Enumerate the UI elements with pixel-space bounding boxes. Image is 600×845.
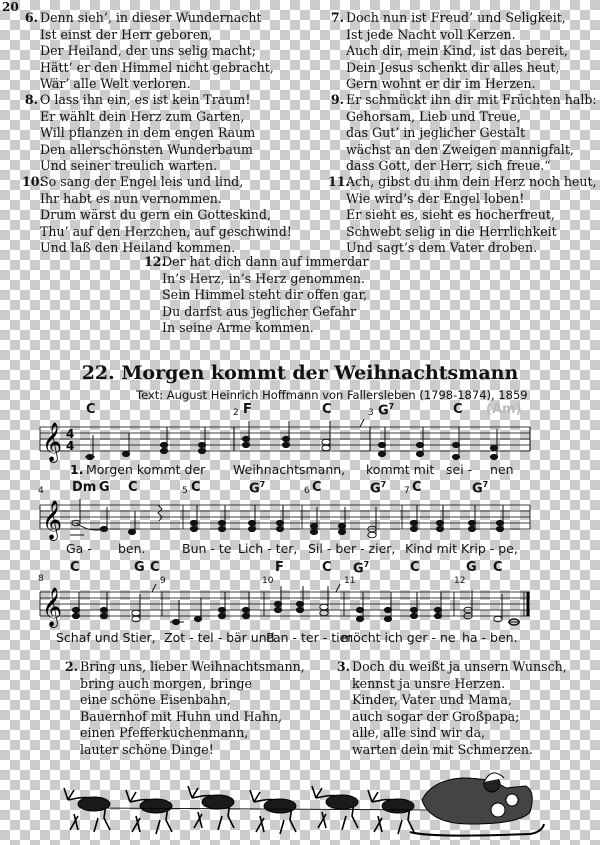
chord: F <box>243 402 252 417</box>
page-number: 20 <box>2 0 19 14</box>
measure-number: 6 <box>304 486 310 496</box>
stanza-line: Bauernhof mit Huhn und Hahn, <box>80 708 283 724</box>
chord-extension: 7 <box>380 480 387 489</box>
lyric: möcht ich ger - ne <box>341 630 456 645</box>
chord-extension: 7 <box>388 402 395 411</box>
stanza-line: Gehorsam, Lieb und Treue, <box>346 108 521 124</box>
stanza-number: 6. <box>24 10 38 25</box>
stanza-line: Und seiner treulich warten. <box>40 158 218 174</box>
chord: C <box>312 480 322 495</box>
measure-number: 4 <box>38 486 44 496</box>
lyric: Schaf und Stier, <box>56 630 156 645</box>
lyric: sei - <box>446 462 473 477</box>
stanza-number: 2. <box>64 659 78 674</box>
stanza-line: Ihr habt es nun vernommen. <box>40 190 222 206</box>
lyric: Bun - te <box>182 541 232 556</box>
chord: C <box>453 402 463 417</box>
lyric: Ga - <box>66 541 92 556</box>
stanza-line: warten dein mit Schmerzen. <box>352 741 534 757</box>
stanza-9 <box>330 92 597 175</box>
stanza-line: So sang der Engel leis und lind, <box>40 174 244 189</box>
staff-system-1 <box>0 415 600 467</box>
measure-number: 10 <box>262 576 274 586</box>
stanza-7 <box>330 10 568 93</box>
measure-number: 5 <box>182 486 188 496</box>
lyric: Morgen kommt der <box>86 462 206 477</box>
stanza-number: 10. <box>22 174 44 189</box>
reindeer-icon <box>368 790 414 834</box>
stanza-line: Doch du weißt ja unsern Wunsch, <box>352 659 567 674</box>
stanza-line: einen Pfefferkuchenmann, <box>80 725 249 741</box>
stanza-number: 7. <box>330 10 344 25</box>
reindeer-icon <box>250 790 296 834</box>
reindeer-sleigh-illustration <box>60 770 550 842</box>
chord <box>353 560 369 576</box>
chord-extension: 7 <box>363 560 370 569</box>
stanza-line: eine schöne Eisenbahn, <box>80 692 231 708</box>
measure-number: 3 <box>368 408 374 418</box>
measure-number: 7 <box>404 486 410 496</box>
stanza-line: Der hat dich dann auf immerdar <box>162 254 369 269</box>
verse-number: 1. <box>70 462 84 477</box>
stanza-line: das Gut’ in jeglicher Gestalt <box>346 125 526 141</box>
svg-text:4: 4 <box>66 439 75 453</box>
stanza-line: Wie wird’s der Engel loben! <box>346 190 525 206</box>
chord: G <box>134 560 145 575</box>
stanza-line: Hätt’ er den Himmel nicht gebracht, <box>40 59 274 75</box>
lyric: ben. <box>118 541 146 556</box>
stanza-10 <box>22 174 292 257</box>
stanza-line: Ist einst der Herr geboren, <box>40 26 213 42</box>
chord-extension: 7 <box>482 480 489 489</box>
stanza-line: lauter schöne Dinge! <box>80 741 214 757</box>
lyric: Lich - ter, <box>238 541 298 556</box>
stanza-2 <box>64 659 305 759</box>
stanza-11 <box>328 174 597 257</box>
stanza-number: 3. <box>336 659 350 674</box>
stanza-line: Er sieht es, sieht es hocherfreut, <box>346 207 555 223</box>
treble-clef-icon: 𝄞 <box>42 500 63 540</box>
measure-number: 9 <box>160 576 166 586</box>
stanza-line: Drum wärst du gern ein Gotteskind, <box>40 207 271 223</box>
stanza-line: Denn sieh’, in dieser Wundernacht <box>40 10 262 25</box>
stanza-line: Schwebt selig in die Herrlichkeit <box>346 223 557 239</box>
chord-root: G <box>378 403 389 419</box>
stanza-number: 11. <box>328 174 350 189</box>
lyric: Zot - tel - bär und <box>164 630 275 645</box>
measure-number: 11 <box>344 576 356 586</box>
staff-system-3 <box>0 580 600 632</box>
chord-root: G <box>370 481 381 497</box>
chord: C <box>191 480 201 495</box>
reindeer-icon <box>126 790 172 834</box>
measure-number: 8 <box>38 574 44 584</box>
chord-root: G <box>353 561 364 577</box>
stanza-line: O lass ihn ein, es ist kein Traum! <box>40 92 251 107</box>
lyric: Sil - ber - zier, <box>308 541 396 556</box>
stanza-line: Kinder, Vater und Mama, <box>352 692 512 708</box>
stanza-3 <box>336 659 567 759</box>
stanza-line: Will pflanzen in dem engen Raum <box>40 125 256 141</box>
lyric: Pan - ter - tier <box>266 630 353 645</box>
chord: C <box>412 480 422 495</box>
lyric: Kind mit Krip - pe, <box>405 541 518 556</box>
stanza-line: Der Heiland, der uns selig macht; <box>40 43 256 59</box>
chord: C <box>322 402 332 417</box>
chord: C <box>410 560 420 575</box>
chord: C <box>493 560 503 575</box>
lyric: nen <box>490 462 514 477</box>
stanza-line: In’s Herz, in’s Herz genommen. <box>162 270 366 286</box>
stanza-line: In seine Arme kommen. <box>162 320 314 336</box>
reindeer-icon <box>188 786 234 830</box>
song-title-text: Morgen kommt der Weihnachtsmann <box>121 362 519 384</box>
chord: C <box>128 480 138 495</box>
stanza-line: Und laß den Heiland kommen. <box>40 240 236 256</box>
stanza-line: Auch dir, mein Kind, ist das bereit, <box>346 43 568 59</box>
stanza-line: Gern wohnt er dir im Herzen. <box>346 76 536 92</box>
stanza-number: 9. <box>330 92 344 107</box>
chord: F <box>275 560 284 575</box>
stanza-line: Du darfst aus jeglicher Gefahr <box>162 303 357 319</box>
chord: G <box>99 480 110 495</box>
text-credit: Text: August Heinrich Hoffmann von Fallersleben (1798-1874), 1859 <box>136 388 528 402</box>
stanza-number: 8. <box>24 92 38 107</box>
chord: C <box>70 560 80 575</box>
chord: G <box>466 560 477 575</box>
reindeer-icon <box>312 786 358 830</box>
chord: Dm <box>72 480 97 495</box>
chord: C <box>86 402 96 417</box>
lyric: Weihnachtsmann, <box>233 462 346 477</box>
stanza-line: dass Gott, der Herr, sich freue.“ <box>346 158 551 174</box>
stanza-line: Ach, gibst du ihm dein Herz noch heut, <box>346 174 597 189</box>
measure-number: 12 <box>454 576 466 586</box>
stanza-number: 12. <box>144 254 166 269</box>
stanza-line: bring auch morgen, bringe <box>80 675 252 691</box>
lyric: kommt mit <box>366 462 435 477</box>
stanza-line: wächst an den Zweigen mannigfalt, <box>346 141 574 157</box>
stanza-line: kennst ja unsre Herzen. <box>352 675 506 691</box>
staff-system-2 <box>0 493 600 545</box>
sleigh-icon <box>410 773 544 836</box>
stanza-line: Thu’ auf den Herzchen, auf geschwind! <box>40 223 292 239</box>
chord: C <box>150 560 160 575</box>
stanza-12 <box>144 254 369 337</box>
stanza-line: Sein Himmel steht dir offen gar, <box>162 287 368 303</box>
stanza-6 <box>24 10 274 93</box>
stanza-line: Er schmückt ihn dir mit Früchten halb: <box>346 92 597 107</box>
reindeer-icon <box>64 788 110 832</box>
stanza-8 <box>24 92 256 175</box>
stanza-line: Ist jede Nacht voll Kerzen. <box>346 26 516 42</box>
stanza-line: auch sogar der Großpapa; <box>352 708 520 724</box>
chord-root: G <box>472 481 483 497</box>
chord: C <box>322 560 332 575</box>
song-title <box>0 362 600 384</box>
chord-root: G <box>249 481 260 497</box>
stanza-line: Und sagt’s dem Vater droben. <box>346 240 538 256</box>
treble-clef-icon: 𝄞 <box>42 422 63 462</box>
treble-clef-icon: 𝄞 <box>42 587 63 627</box>
stanza-line: Doch nun ist Freud’ und Seligkeit, <box>346 10 566 25</box>
lyric: ha - ben. <box>462 630 518 645</box>
svg-text:4: 4 <box>66 427 75 441</box>
stanza-line: Den allerschönsten Wunderbaum <box>40 141 253 157</box>
chord-extension: 7 <box>259 480 266 489</box>
stanza-line: Bring uns, lieber Weihnachtsmann, <box>80 659 305 674</box>
stanza-line: Dein Jesus schenkt dir alles heut, <box>346 59 560 75</box>
stanza-line: alle, alle sind wir da, <box>352 725 486 741</box>
stanza-line: Wär’ alle Welt verloren. <box>40 76 191 92</box>
stanza-line: Er wählt dein Herz zum Garten, <box>40 108 245 124</box>
song-number: 22. <box>81 362 115 384</box>
measure-number: 2 <box>233 408 239 418</box>
chord-optional: (Am) <box>486 402 522 417</box>
